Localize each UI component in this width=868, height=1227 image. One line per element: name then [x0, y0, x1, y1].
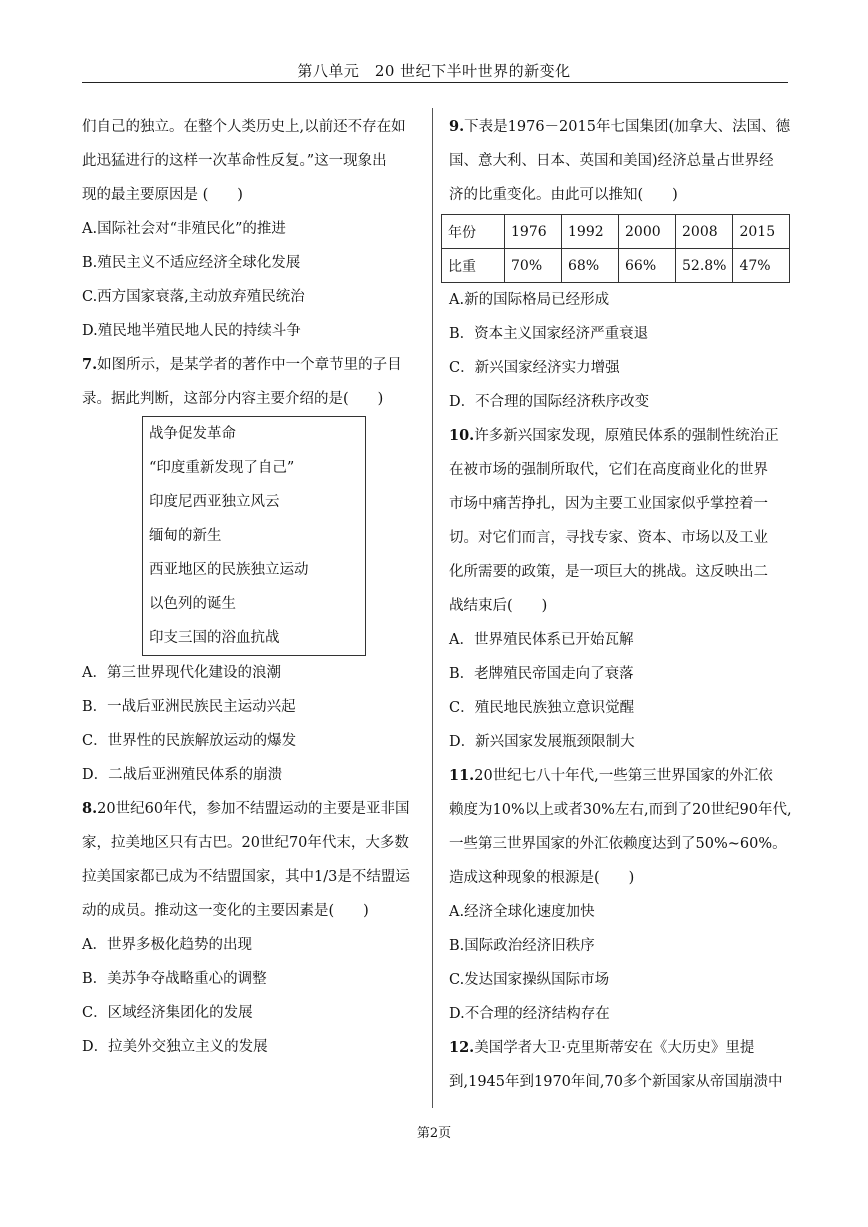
- outline-item: 缅甸的新生: [149, 528, 222, 544]
- q11-option-a: A.经济全球化速度加快: [449, 904, 595, 920]
- outline-item: “印度重新发现了自己”: [149, 460, 295, 476]
- q6-option-c: C.西方国家衰落,主动放弃殖民统治: [82, 289, 305, 305]
- q9-stem-line: 国、意大利、日本、英国和美国)经济总量占世界经: [449, 153, 774, 169]
- q7-option-c: C．世界性的民族解放运动的爆发: [82, 733, 297, 749]
- intro-line: 此迅猛进行的这样一次革命性反复。”这一现象出: [82, 153, 387, 169]
- outline-item: 战争促发革命: [149, 426, 236, 442]
- table-cell: 1992: [562, 215, 619, 249]
- q8-option-c: C．区域经济集团化的发展: [82, 1005, 253, 1021]
- q6-option-d: D.殖民地半殖民地人民的持续斗争: [82, 323, 301, 339]
- q9-stem-text: 下表是1976－2015年七国集团(加拿大、法国、德: [464, 119, 791, 135]
- q8-stem-line: 动的成员。推动这一变化的主要因素是( ): [82, 903, 369, 919]
- q11-stem-line: 一些第三世界国家的外汇依赖度达到了50%~60%。: [449, 836, 787, 852]
- header-rule: [82, 82, 788, 83]
- q12-stem-text: 美国学者大卫·克里斯蒂安在《大历史》里提: [474, 1040, 755, 1056]
- q7-stem-line: 录。据此判断，这部分内容主要介绍的是( ): [82, 391, 384, 407]
- q11-option-c: C.发达国家操纵国际市场: [449, 972, 610, 988]
- table-cell: 2015: [733, 215, 790, 249]
- table-cell: 2008: [676, 215, 733, 249]
- table-row: [442, 215, 790, 249]
- q7-number: 7.: [82, 356, 98, 373]
- q11-stem-line: 造成这种现象的根源是( ): [449, 870, 635, 886]
- q9-option-a: A.新的国际格局已经形成: [449, 292, 610, 308]
- q12-stem-line: 到,1945年到1970年间,70多个新国家从帝国崩溃中: [449, 1074, 783, 1090]
- q10-stem-line: 战结束后( ): [449, 598, 548, 614]
- q10-stem-line: [449, 419, 794, 453]
- q7-stem-line: [82, 348, 422, 382]
- outline-item: 以色列的诞生: [149, 596, 236, 612]
- left-column: [82, 110, 422, 1064]
- q10-stem-text: 许多新兴国家发现，原殖民体系的强制性统治正: [474, 428, 779, 444]
- q8-option-b: B．美苏争夺战略重心的调整: [82, 971, 267, 987]
- q11-option-d: D.不合理的经济结构存在: [449, 1006, 610, 1022]
- q9-option-b: B．资本主义国家经济严重衰退: [449, 326, 649, 342]
- q11-option-b: B.国际政治经济旧秩序: [449, 938, 595, 954]
- q6-option-a: A.国际社会对“非殖民化”的推进: [82, 221, 286, 237]
- q11-stem-line: [449, 759, 794, 793]
- outline-item: 印度尼西亚独立风云: [149, 494, 280, 510]
- q7-outline-box: [142, 416, 366, 656]
- q10-stem-line: 市场中痛苦挣扎，因为主要工业国家似乎掌控着一: [449, 496, 768, 512]
- q8-stem-text: 20世纪60年代，参加不结盟运动的主要是亚非国: [97, 801, 410, 817]
- q10-option-c: C．殖民地民族独立意识觉醒: [449, 700, 635, 716]
- q7-option-d: D．二战后亚洲殖民体系的崩溃: [82, 767, 283, 783]
- outline-item: 西亚地区的民族独立运动: [149, 562, 309, 578]
- q8-number: 8.: [82, 800, 98, 817]
- q7-option-a: A．第三世界现代化建设的浪潮: [82, 665, 281, 681]
- q12-stem-line: [449, 1031, 794, 1065]
- q10-stem-line: 切。对它们而言，寻找专家、资本、市场以及工业: [449, 530, 768, 546]
- q9-stem-line: 济的比重变化。由此可以推知( ): [449, 187, 678, 203]
- q12-number: 12.: [449, 1039, 475, 1056]
- q8-stem-line: 家，拉美地区只有古巴。20世纪70年代末，大多数: [82, 835, 409, 851]
- q8-stem-line: [82, 792, 422, 826]
- page-header: 第八单元 20 世纪下半叶世界的新变化: [297, 62, 571, 80]
- q10-number: 10.: [449, 427, 475, 444]
- right-column: [449, 110, 794, 1099]
- table-cell: 68%: [562, 249, 619, 283]
- q10-option-b: B．老牌殖民帝国走向了衰落: [449, 666, 634, 682]
- q10-option-d: D．新兴国家发展瓶颈限制大: [449, 734, 635, 750]
- q10-option-a: A．世界殖民体系已开始瓦解: [449, 632, 634, 648]
- q9-stem-line: [449, 110, 794, 144]
- q9-number: 9.: [449, 118, 465, 135]
- q8-option-d: D．拉美外交独立主义的发展: [82, 1039, 268, 1055]
- q7-option-b: B．一战后亚洲民族民主运动兴起: [82, 699, 296, 715]
- table-cell: 比重: [442, 249, 505, 283]
- q11-stem-text: 20世纪七八十年代,一些第三世界国家的外汇依: [474, 768, 773, 784]
- intro-line: 们自己的独立。在整个人类历史上,以前还不存在如: [82, 119, 406, 135]
- q11-number: 11.: [449, 767, 475, 784]
- q10-stem-line: 在被市场的强制所取代，它们在高度商业化的世界: [449, 462, 768, 478]
- table-cell: 70%: [505, 249, 562, 283]
- table-row: [442, 249, 790, 283]
- table-cell: 47%: [733, 249, 790, 283]
- table-cell: 2000: [619, 215, 676, 249]
- table-cell: 年份: [442, 215, 505, 249]
- q10-stem-line: 化所需要的政策，是一项巨大的挑战。这反映出二: [449, 564, 768, 580]
- outline-item: 印支三国的浴血抗战: [149, 630, 280, 646]
- q11-stem-line: 赖度为10%以上或者30%左右,而到了20世纪90年代,: [449, 802, 792, 818]
- q9-option-d: D．不合理的国际经济秩序改变: [449, 394, 650, 410]
- intro-line: 现的最主要原因是 ( ): [82, 187, 243, 203]
- q8-stem-line: 拉美国家都已成为不结盟国家，其中1/3是不结盟运: [82, 869, 410, 885]
- q6-option-b: B.殖民主义不适应经济全球化发展: [82, 255, 301, 271]
- q7-stem-text: 如图所示，是某学者的著作中一个章节里的子目: [97, 357, 402, 373]
- q8-option-a: A．世界多极化趋势的出现: [82, 937, 252, 953]
- table-cell: 66%: [619, 249, 676, 283]
- page-number: 第2页: [416, 1126, 452, 1141]
- column-divider: [432, 108, 433, 1108]
- table-cell: 1976: [505, 215, 562, 249]
- q9-option-c: C．新兴国家经济实力增强: [449, 360, 620, 376]
- q9-data-table: [441, 214, 790, 283]
- table-cell: 52.8%: [676, 249, 733, 283]
